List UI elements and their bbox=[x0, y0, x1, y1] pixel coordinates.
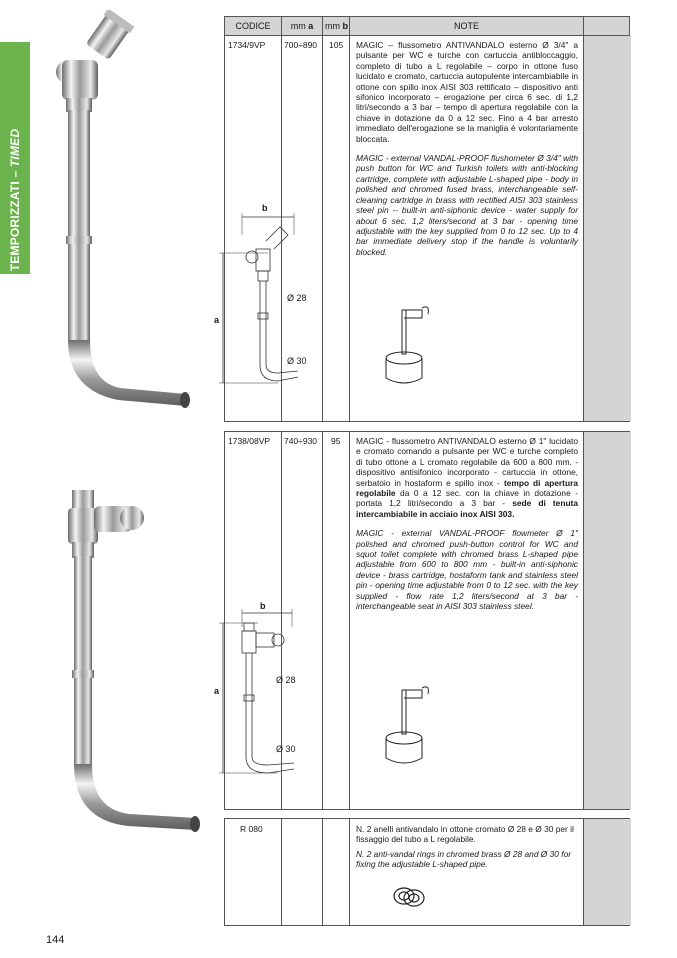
row1-mm-b: 105 bbox=[329, 40, 344, 50]
row1-dim-a: a bbox=[214, 315, 220, 325]
row2-note-en: MAGIC - external VANDAL-PROOF flowmeter Ø 1" polished and chromed push-button control for WC and squot toilet complete with chromed brass L-shaped pipe adjustable from 600 to 800 mm - built-in anti-siphonic device - brass cartridge, hostaform tank and stainless steel pin - opening time adjustable from 0 to 12 sec. with the key supplied - flow rate 1,2 liters/second at 3 bar - interchangeable seat in AISI 303 stainless steel. bbox=[356, 528, 578, 612]
row3-code: R 080 bbox=[240, 824, 263, 834]
row2-mm-b: 95 bbox=[331, 436, 341, 446]
row1-note bbox=[356, 40, 578, 266]
product-photo-flushometer-2 bbox=[58, 484, 203, 854]
row3-note-en: N. 2 anti-vandal rings in chromed brass Ø 28 and Ø 30 for fixing the adjustable L-shaped pipe. bbox=[356, 848, 572, 870]
product-photo-flushometer-1 bbox=[48, 10, 193, 422]
row2-mm-a: 740÷930 bbox=[284, 436, 318, 446]
row1-note-it: MAGIC – flussometro ANTIVANDALO esterno Ø 3/4" a pulsante per WC e turche con cartuccia antibloccaggio, completo di tubo a L regolabile – corpo in ottone fuso lucidato e cromato, cartuccia autopulente intercambiabile in ottone con spillo inox AISI 303 rettificato – dispositivo anti sifonico incorporato – erogazione per circa 6 sec. di 1,2 litri/secondo a 3 bar – tempo di apertura regolabile con la chiave in dotazione da 0 a 12 sec. Fino a 4 bar arresto immediato dell'erogazione se la maniglia è volontariamente bloccata. bbox=[356, 40, 578, 144]
row2-diameter-28: Ø 28 bbox=[276, 675, 296, 685]
key-pictogram-1 bbox=[382, 300, 442, 390]
row2-note bbox=[356, 436, 578, 621]
row3-note-it: N. 2 anelli antivandalo in ottone cromato Ø 28 e Ø 30 per il fissaggio del tubo a L regolabile. bbox=[356, 824, 574, 845]
row2-code: 1738/08VP bbox=[228, 436, 271, 446]
row1-diameter-28: Ø 28 bbox=[287, 293, 307, 303]
row1-mm-a: 700÷890 bbox=[284, 40, 318, 50]
row1-note-en: MAGIC - external VANDAL-PROOF flushometer Ø 3/4" with push button for WC and Turkish toilets with anti-blocking cartridge, complete with adjustable L-shaped pipe - body in polished and chromed fused brass, interchangeable self-cleaning cartridge in brass with rectified AISI 303 stainless steel pin -- built-in anti-siphonic device - water supply for about 6 sec. 1,2 liters/second at 3 bar - opening time adjustable with the key supplied from 0 to 12 sec. Up to 4 bar immediate delivery stop if the handle is voluntarily blocked. bbox=[356, 153, 578, 257]
section-tab-label: TEMPORIZZATI – TIMED bbox=[8, 128, 22, 272]
header-mm-a: mm a bbox=[290, 21, 314, 31]
row1-code: 1734/9VP bbox=[228, 40, 266, 50]
row1-dim-b: b bbox=[262, 203, 268, 213]
row2-dim-a: a bbox=[214, 686, 220, 696]
row2-note-it: MAGIC - flussometro ANTIVANDALO esterno Ø 1" lucidato e cromato comando a pulsante per WC e turche completo di tubo ottone a L cromato regolabile da 600 a 800 mm. - dispositivo antisifonico incorporato - cartuccia in ottone, serbatoio in hostaform e spillo inox - tempo di apertura regolabile da 0 a 12 sec. con la chiave in dotazione - portata 1,2 litri/secondo a 3 bar - sede di tenuta intercambiabile in acciaio inox AISI 303. bbox=[356, 436, 579, 519]
key-pictogram-2 bbox=[382, 680, 442, 770]
header-mm-b: mm b bbox=[325, 21, 348, 31]
row3-note bbox=[356, 824, 578, 879]
section-tab bbox=[0, 42, 30, 274]
header-note: NOTE bbox=[453, 21, 479, 31]
row2-diameter-30: Ø 30 bbox=[276, 744, 296, 754]
row1-diameter-30: Ø 30 bbox=[287, 356, 307, 366]
table-header bbox=[224, 16, 630, 36]
row2-dim-b: b bbox=[260, 601, 266, 611]
header-codice: CODICE bbox=[235, 21, 271, 31]
page-number: 144 bbox=[46, 934, 65, 946]
rings-pictogram bbox=[390, 882, 430, 912]
